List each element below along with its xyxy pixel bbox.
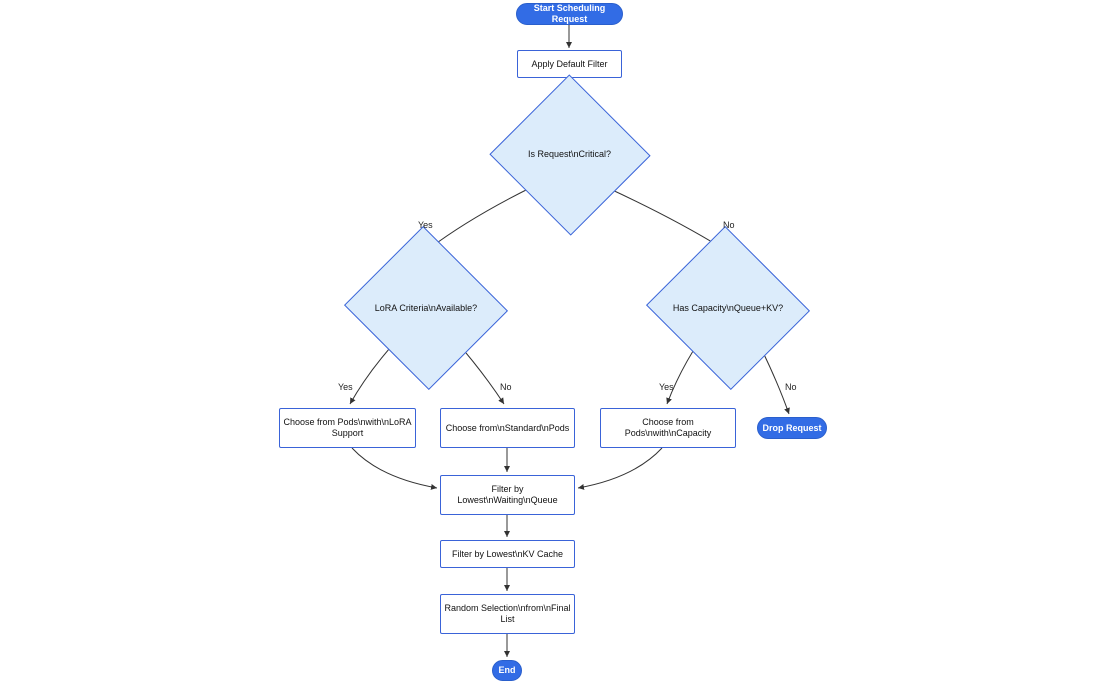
node-random-selection-label: Random Selection\nfrom\nFinal List	[444, 603, 571, 624]
node-choose-pods-lora-support-label: Choose from Pods\nwith\nLoRA Support	[283, 417, 412, 438]
node-choose-standard-pods[interactable]	[440, 408, 575, 448]
node-choose-standard-pods-label: Choose from\nStandard\nPods	[445, 422, 570, 433]
node-apply-default-filter-label: Apply Default Filter	[531, 58, 608, 69]
node-start[interactable]	[516, 3, 623, 25]
node-choose-pods-capacity-label: Choose from Pods\nwith\nCapacity	[624, 417, 712, 438]
edge-label-capacity-no: No	[785, 382, 797, 392]
node-is-request-critical-label: Is Request\nCritical?	[527, 149, 612, 160]
node-is-request-critical[interactable]	[512, 98, 627, 211]
node-random-selection[interactable]	[440, 594, 575, 634]
node-end-label: End	[498, 665, 516, 676]
node-has-capacity-label: Has Capacity\nQueue+KV?	[672, 302, 784, 313]
edge-label-critical-yes: Yes	[418, 220, 433, 230]
node-has-capacity[interactable]	[668, 252, 788, 364]
node-filter-kv-cache[interactable]	[440, 540, 575, 568]
node-lora-criteria-available-label: LoRA Criteria\nAvailable?	[374, 302, 478, 313]
edge-label-critical-no: No	[723, 220, 735, 230]
node-choose-pods-capacity[interactable]	[600, 408, 736, 448]
node-drop-request[interactable]	[757, 417, 827, 439]
node-drop-request-label: Drop Request	[762, 422, 822, 433]
node-filter-kv-cache-label: Filter by Lowest\nKV Cache	[451, 548, 564, 559]
node-filter-waiting-queue[interactable]	[440, 475, 575, 515]
node-lora-criteria-available[interactable]	[366, 252, 486, 364]
node-start-label: Start Scheduling Request	[533, 3, 606, 24]
node-end[interactable]	[492, 660, 522, 681]
node-filter-waiting-queue-label: Filter by Lowest\nWaiting\nQueue	[457, 484, 558, 505]
edge-label-lora-no: No	[500, 382, 512, 392]
node-choose-pods-lora-support[interactable]	[279, 408, 416, 448]
edge-podslora-filterqueue	[352, 448, 437, 488]
edge-label-lora-yes: Yes	[338, 382, 353, 392]
edge-podscap-filterqueue	[578, 448, 662, 488]
edge-label-capacity-yes: Yes	[659, 382, 674, 392]
